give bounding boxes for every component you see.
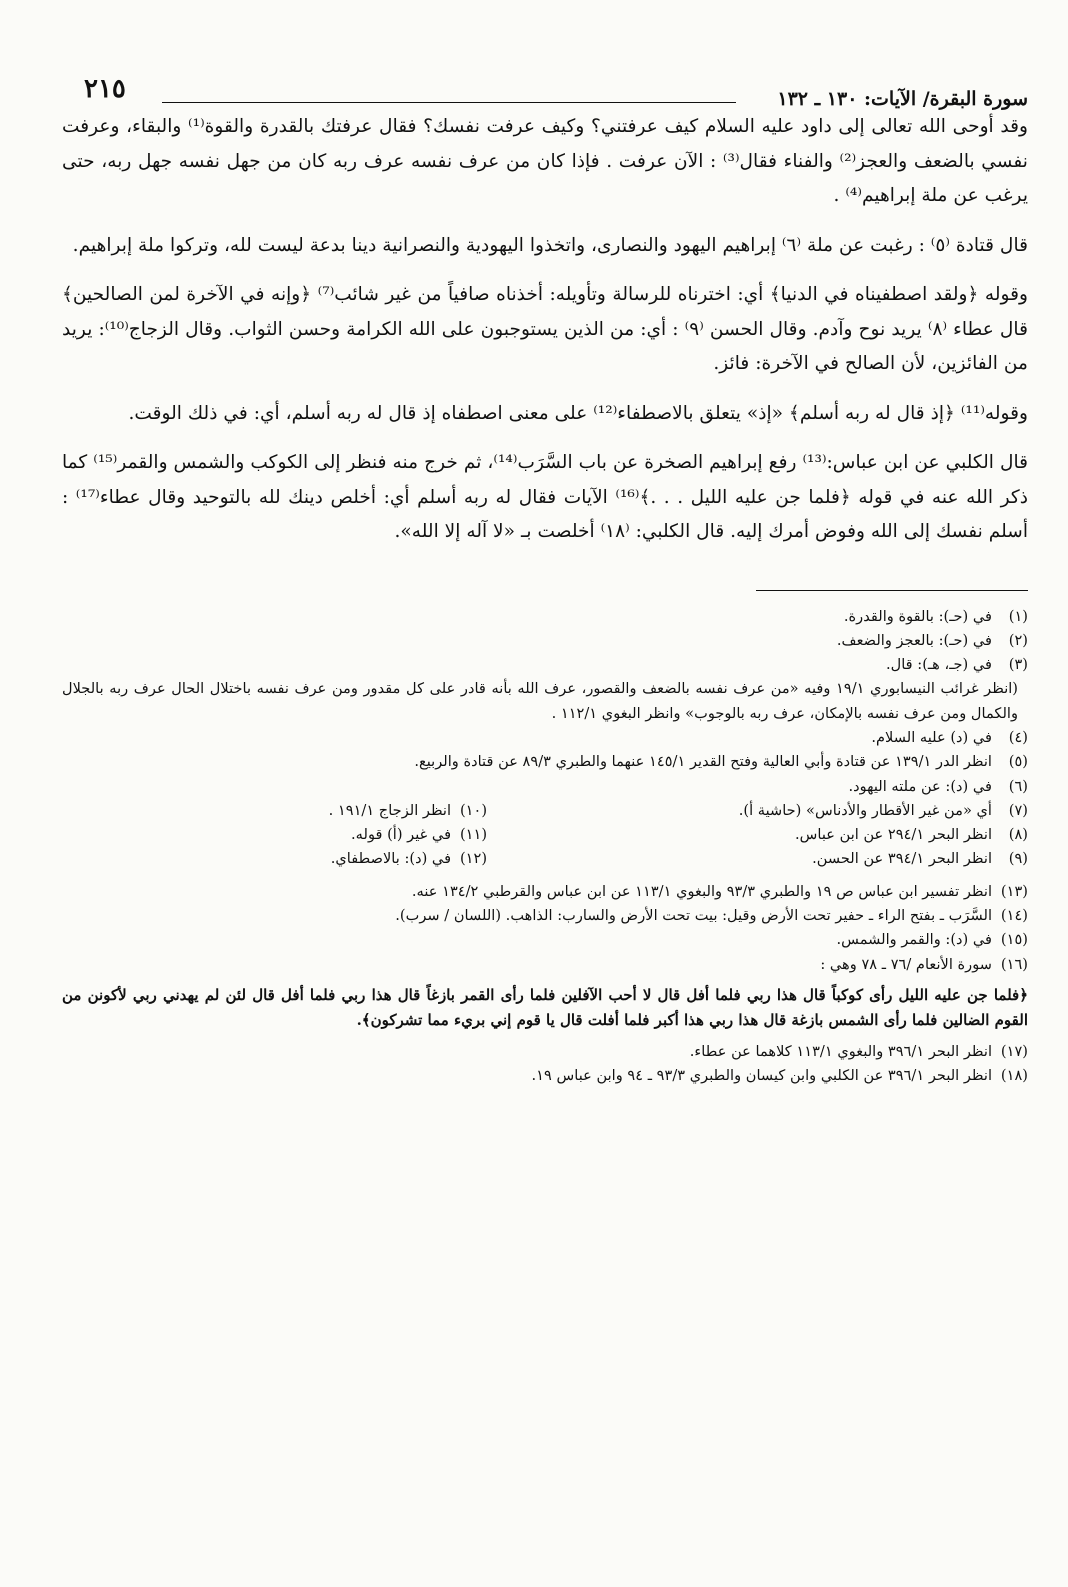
footnote-columns — [62, 799, 1028, 872]
footnote-text: انظر البحر ٣٩٤/١ عن الحسن. — [812, 850, 992, 868]
footnote — [62, 799, 487, 823]
footnote-number: (٤) — [1008, 728, 1028, 746]
footnote-text: انظر تفسير ابن عباس ص ١٩ والطبري ٩٣/٣ والبغوي ١١٣/١ عن ابن عباس والقرطبي ١٣٤/٢ عنه. — [411, 882, 992, 900]
footnote — [487, 847, 1028, 871]
footnote — [62, 928, 1028, 952]
paragraph: قال الكلبي عن ابن عباس:⁽¹³⁾ رفع إبراهيم الصخرة عن باب السَّرَب⁽¹⁴⁾، ثم خرج منه فنظر إلى الكوكب والشمس والقمر⁽¹⁵⁾ كما ذكر الله عنه في قوله ﴿فلما جن عليه الليل . . .﴾⁽¹⁶⁾ الآيات فقال له ربه أسلم أي: أخلص دينك لله بالتوحيد وقال عطاء⁽¹⁷⁾ : أسلم نفسك إلى الله وفوض أمرك إليه. قال الكلبي: ⁽١٨⁾ أخلصت بـ «لا آله إلا الله». — [62, 452, 1029, 542]
footnote-text: أي «من غير الأقطار والأدناس» (حاشية أ). — [738, 801, 992, 819]
footnote-text: انظر البحر ٣٩٦/١ والبغوي ١١٣/١ كلاهما عن عطاء. — [689, 1042, 992, 1060]
main-text — [62, 110, 1028, 550]
footnote — [62, 726, 1028, 750]
paragraph: وقوله⁽¹¹⁾ ﴿إذ قال له ربه أسلم﴾ «إذ» يتعلق بالاصطفاء⁽¹²⁾ على معنى اصطفاه إذ قال له ربه أسلم، أي: في ذلك الوقت. — [128, 402, 1028, 424]
footnote-column-left — [62, 799, 487, 872]
footnote-number: (٦) — [1008, 777, 1028, 795]
footnote — [62, 847, 487, 871]
surah-title: سورة البقرة/ الآيات: ١٣٠ ـ ١٣٢ — [777, 88, 1028, 110]
footnote — [487, 823, 1028, 847]
footnote — [62, 880, 1028, 904]
page-header — [62, 74, 1028, 110]
footnote-number: (١٠) — [459, 801, 488, 819]
footnote — [62, 1040, 1028, 1064]
footnote-number: (١٣) — [1000, 882, 1028, 900]
footnote-number: (٢) — [1008, 631, 1028, 649]
footnote-number: (٩) — [1008, 850, 1028, 868]
footnote-text: السَّرَب ـ بفتح الراء ـ حفير تحت الأرض وقيل: بيت تحت الأرض والسارب: الذاهب. (اللسان / سرب). — [395, 907, 992, 925]
footnote — [62, 629, 1028, 653]
footnote-number: (١) — [1008, 607, 1028, 625]
footnote — [62, 775, 1028, 799]
footnote-text: في (حـ): بالعجز والضعف. — [836, 631, 992, 649]
paragraph: وقوله ﴿ولقد اصطفيناه في الدنيا﴾ أي: اخترناه للرسالة وتأويله: أخذناه صافياً من غير شائب⁽⁷⁾ ﴿وإنه في الآخرة لمن الصالحين﴾ قال عطاء ⁽٨⁾ يريد نوح وآدم. وقال الحسن ⁽٩⁾ : أي: من الذين يستوجبون على الله الكرامة وحسن الثواب. وقال الزجاج⁽¹⁰⁾: يريد من الفائزين، لأن الصالح في الآخرة: فائز. — [62, 284, 1028, 374]
footnote-text: في غير (أ) قوله. — [351, 826, 452, 844]
header-rule — [162, 102, 736, 103]
footnote-text: انظر الدر ١٣٩/١ عن قتادة وأبي العالية وفتح القدير ١٤٥/١ عنهما والطبري ٨٩/٣ عن قتادة والربيع. — [414, 753, 992, 771]
footnote-number: (١٥) — [1000, 931, 1028, 949]
footnote — [62, 823, 487, 847]
footnote-number: (١١) — [459, 826, 488, 844]
footnote-column-right — [487, 799, 1028, 872]
footnote-text: في (حـ): بالقوة والقدرة. — [843, 607, 992, 625]
paragraph: قال قتادة ⁽٥⁾ : رغبت عن ملة ⁽٦⁾ إبراهيم اليهود والنصارى، واتخذوا اليهودية والنصرانية دينا بدعة ليست لله، وتركوا ملة إبراهيم. — [72, 234, 1028, 256]
book-page — [62, 74, 1028, 1089]
footnote — [62, 605, 1028, 629]
footnote-text: سورة الأنعام /٧٦ ـ ٧٨ وهي : — [820, 955, 992, 973]
footnote — [62, 953, 1028, 977]
footnote-text: انظر البحر ٢٩٤/١ عن ابن عباس. — [794, 826, 992, 844]
footnote-text: في (د) عليه السلام. — [871, 728, 992, 746]
footnote — [487, 799, 1028, 823]
footnote — [62, 1064, 1028, 1088]
footnote-number: (٧) — [1008, 801, 1028, 819]
footnote-text: في (د): بالاصطفاي. — [330, 850, 452, 868]
footnote-number: (٣) — [1008, 656, 1028, 674]
page-number: ٢١٥ — [84, 74, 126, 104]
footnote-number: (١٨) — [1000, 1067, 1028, 1085]
footnotes — [62, 605, 1028, 1089]
footnote — [62, 904, 1028, 928]
footnote-text: في (د): والقمر والشمس. — [836, 931, 992, 949]
footnote-number: (١٦) — [1000, 955, 1028, 973]
footnote-text: انظر الزجاج ١٩١/١ . — [328, 801, 452, 819]
footnote-number: (٨) — [1008, 826, 1028, 844]
footnote-number: (١٧) — [1000, 1042, 1028, 1060]
paragraph: وقد أوحى الله تعالى إلى داود عليه السلام كيف عرفتني؟ وكيف عرفت نفسك؟ فقال عرفتك بالقدرة والقوة⁽¹⁾ والبقاء، وعرفت نفسي بالضعف والعجز⁽²⁾ والفناء فقال⁽³⁾ : الآن عرفت . فإذا كان من عرف نفسه عرف ربه كان من جهل نفسه جهل ربه، حتى يرغب عن ملة إبراهيم⁽⁴⁾ . — [62, 116, 1028, 206]
footnote-text: في (جـ، هـ): قال. — [885, 656, 992, 674]
footnote-number: (١٤) — [1000, 907, 1028, 925]
footnote — [62, 750, 1028, 774]
footnote-number: (٥) — [1008, 753, 1028, 771]
footnote-number: (١٢) — [459, 850, 488, 868]
footnote-text: في (د): عن ملته اليهود. — [848, 777, 992, 795]
footnote-note: (انظر غرائب النيسابوري ١٩/١ وفيه «من عرف نفسه بالضعف والقصور، عرف الله بأنه قادر على كل مقدور ومن عرف نفسه باختلال الحال عرف ربه بالجلال والكمال ومن عرف نفسه بالإمكان، عرف ربه بالوجوب» وانظر البغوي ١١٢/١ . — [62, 680, 1018, 722]
quran-verse-quote: ﴿فلما جن عليه الليل رأى كوكباً قال هذا ربي فلما أفل قال لا أحب الآفلين فلما رأى القمر بازغاً قال هذا ربي فلما أفل قال لئن لم يهدني ربي لأكونن من القوم الضالين فلما رأى الشمس بازغة قال هذا ربي هذا أكبر فلما أفلت قال يا قوم إني بريء مما تشركون﴾. — [62, 985, 1028, 1030]
footnote — [62, 653, 1028, 677]
footnote-text: انظر البحر ٣٩٦/١ عن الكلبي وابن كيسان والطبري ٩٣/٣ ـ ٩٤ وابن عباس ١٩. — [531, 1067, 992, 1085]
footnote-rule — [756, 590, 1028, 591]
